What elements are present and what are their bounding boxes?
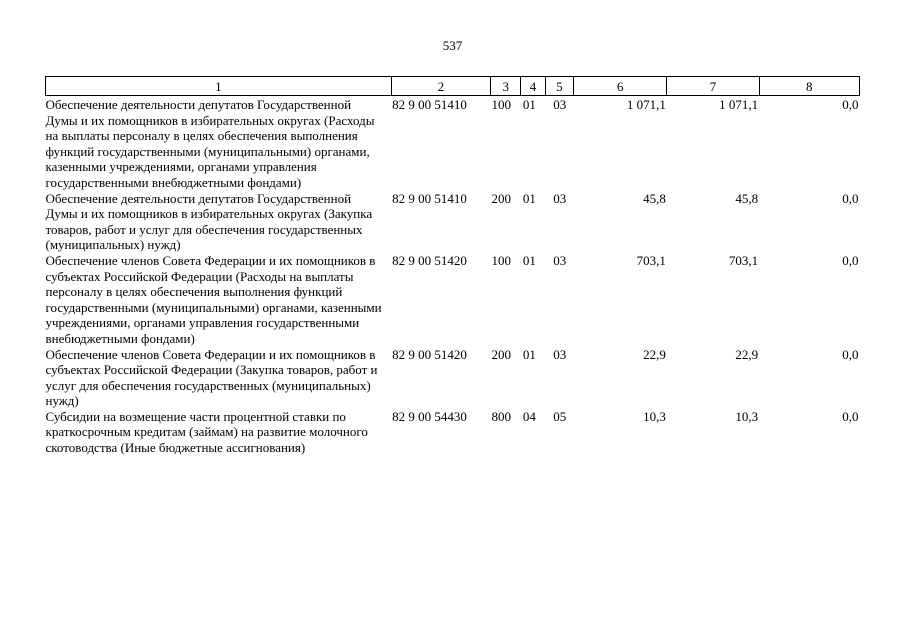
- row-amount-1: 1 071,1: [626, 97, 666, 112]
- row-section: 04: [522, 408, 536, 424]
- row-target-code: 82 9 00 51410: [392, 190, 467, 206]
- table-row: [46, 253, 860, 347]
- row-subsection: 03: [553, 190, 567, 206]
- header-col-7: 7: [667, 77, 759, 96]
- row-amount-2: 22,9: [735, 346, 759, 362]
- row-amount-3: 0,0: [842, 346, 859, 362]
- row-section: 01: [522, 97, 536, 112]
- header-col-6: 6: [574, 77, 667, 96]
- header-col-3: 3: [490, 77, 520, 96]
- row-subsection: 05: [553, 408, 567, 424]
- row-amount-1: 22,9: [643, 346, 666, 362]
- row-target-code: 82 9 00 54430: [392, 408, 467, 424]
- row-expense-type: 800: [491, 408, 511, 424]
- header-col-8: 8: [759, 77, 859, 96]
- row-target-code: 82 9 00 51420: [392, 252, 467, 268]
- row-expense-type: 100: [491, 252, 511, 268]
- header-col-4: 4: [521, 77, 545, 96]
- row-subsection: 03: [553, 252, 567, 268]
- row-amount-2: 10,3: [735, 408, 759, 424]
- table-header: [46, 77, 860, 96]
- table-row: [46, 409, 860, 456]
- row-subsection: 03: [553, 346, 567, 362]
- table-row: [46, 347, 860, 409]
- header-col-5: 5: [545, 77, 573, 96]
- budget-table: [45, 76, 860, 456]
- row-target-code: 82 9 00 51420: [392, 346, 467, 362]
- row-name: Обеспечение членов Совета Федерации и их помощников в субъектах Российской Федерации (Расходы на выплаты персоналу в целях обеспечения выполнения функций государственными (муниципальными) органами, казенными учреждениями, органами управления государственными внебюджетными фондами): [45, 252, 382, 346]
- row-subsection: 03: [553, 97, 567, 112]
- row-amount-2: 45,8: [735, 190, 759, 206]
- header-col-2: 2: [391, 77, 490, 96]
- row-name: Обеспечение членов Совета Федерации и их помощников в субъектах Российской Федерации (Закупка товаров, работ и услуг для обеспечения государственных (муниципальных) нужд): [45, 346, 378, 409]
- row-target-code: 82 9 00 51410: [392, 97, 467, 112]
- row-name: Обеспечение деятельности депутатов Государственной Думы и их помощников в избирательных округах (Закупка товаров, работ и услуг для обеспечения государственных (муниципальных) нужд): [45, 190, 373, 253]
- page-number: 537: [442, 38, 463, 53]
- row-name: Субсидии на возмещение части процентной ставки по краткосрочным кредитам (займам) на развитие молочного скотоводства (Иные бюджетные ассигнования): [45, 408, 368, 456]
- row-amount-2: 1 071,1: [719, 97, 759, 112]
- row-amount-1: 10,3: [643, 408, 666, 424]
- row-section: 01: [522, 346, 536, 362]
- row-expense-type: 200: [491, 190, 511, 206]
- row-amount-3: 0,0: [842, 97, 859, 112]
- row-amount-1: 45,8: [643, 190, 666, 206]
- row-amount-3: 0,0: [842, 190, 859, 206]
- row-amount-3: 0,0: [842, 252, 859, 268]
- header-row: [46, 77, 860, 96]
- table-body: [46, 96, 860, 456]
- row-name: Обеспечение деятельности депутатов Государственной Думы и их помощников в избирательных округах (Расходы на выплаты персоналу в целях обеспечения выполнения функций государственными (муниципальными) органами, казенными учреждениями, органами управления государственными внебюджетными фондами): [45, 97, 375, 190]
- row-amount-2: 703,1: [728, 252, 759, 268]
- header-col-1: 1: [46, 77, 392, 96]
- table-row: [46, 191, 860, 253]
- row-section: 01: [522, 190, 536, 206]
- row-amount-1: 703,1: [636, 252, 666, 268]
- row-section: 01: [522, 252, 536, 268]
- row-expense-type: 200: [491, 346, 511, 362]
- table-row: [46, 96, 860, 191]
- row-expense-type: 100: [491, 97, 511, 112]
- row-amount-3: 0,0: [842, 408, 859, 424]
